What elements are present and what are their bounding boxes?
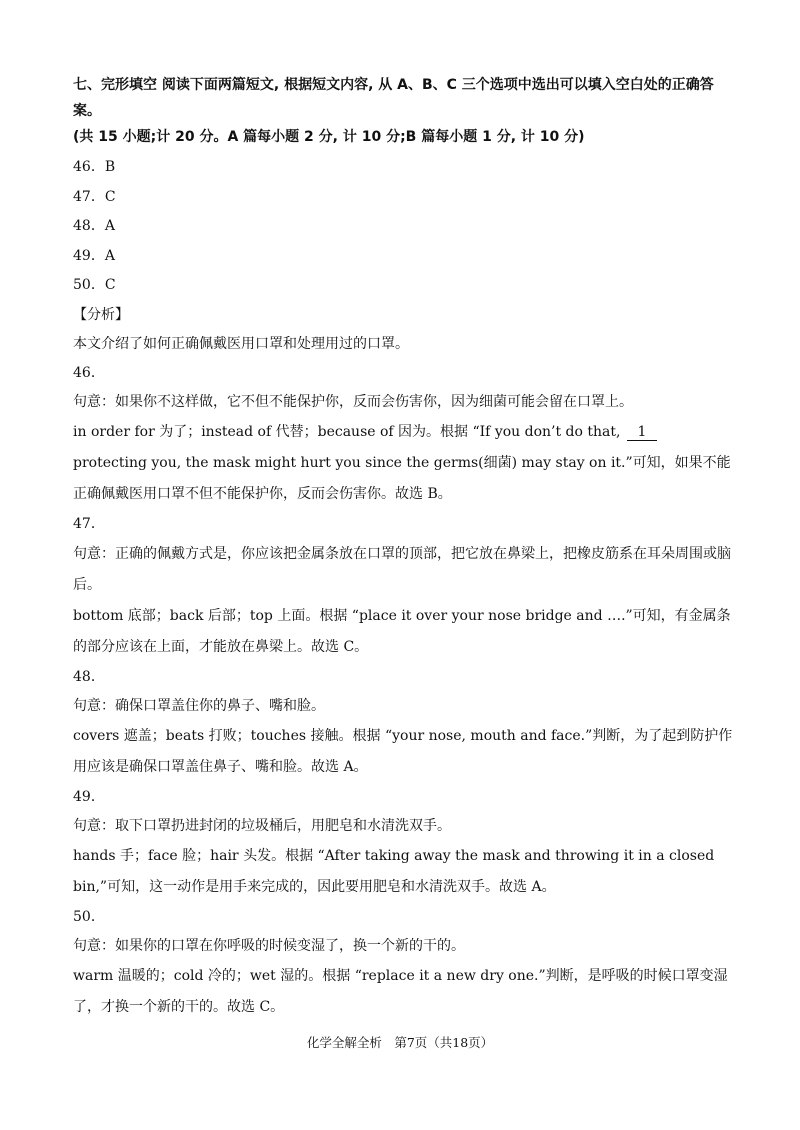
q50-number: 50．	[73, 908, 105, 925]
page-footer: 化学全解全析 第7页（共18页）	[306, 1035, 494, 1050]
answer-46: 46．B	[73, 159, 116, 175]
document-body	[73, 72, 733, 1023]
answer-50: 50．C	[73, 277, 116, 293]
q49-meaning: 句意：取下口罩扔进封闭的垃圾桶后，用肥皂和水清洗双手。	[73, 817, 451, 834]
q46-explanation	[73, 417, 733, 510]
analysis-label: 【分析】	[73, 306, 129, 323]
q46-blank: 1	[627, 424, 657, 441]
answer-48: 48．A	[73, 218, 115, 234]
answer-47: 47．C	[73, 188, 116, 205]
q49-explanation: hands 手；face 脸；hair 头发。根据 “After taking away the mask and throwing it in a closed bin,”可知，这一动作是用手来完成的，因此要用肥皂和水清洗双手。故选 A。	[73, 847, 715, 895]
q46-explain-after: protecting you, the mask might hurt you since the germs(细菌) may stay on it.”可知，如果不能正确佩戴医用口罩不但不能保护你，反而会伤害你。故选 B。	[73, 454, 731, 502]
q47-meaning: 句意：正确的佩戴方式是，你应该把金属条放在口罩的顶部，把它放在鼻梁上，把橡皮筋系在耳朵周围或脑后。	[73, 545, 731, 593]
analysis-summary: 本文介绍了如何正确佩戴医用口罩和处理用过的口罩。	[73, 335, 409, 352]
q46-number: 46．	[73, 364, 105, 381]
q47-explanation: bottom 底部；back 后部；top 上面。根据 “place it over your nose bridge and ….”可知，有金属条的部分应该在上面，才能放在鼻梁上。故选 C。	[73, 607, 731, 655]
q48-number: 48．	[73, 668, 105, 685]
answer-49: 49．A	[73, 247, 115, 264]
q48-explanation: covers 遮盖；beats 打败；touches 接触。根据 “your nose, mouth and face.”判断，为了起到防护作用应该是确保口罩盖住鼻子、嘴和脸。故选 A。	[73, 727, 733, 775]
q49-number: 49．	[73, 788, 105, 805]
q50-explanation: warm 温暖的；cold 冷的；wet 湿的。根据 “replace it a new dry one.”判断，是呼吸的时候口罩变湿了，才换一个新的干的。故选 C。	[73, 967, 728, 1015]
q50-meaning: 句意：如果你的口罩在你呼吸的时候变湿了，换一个新的干的。	[73, 937, 465, 954]
q46-explain-before: in order for 为了；instead of 代替；because of 因为。根据 “If you don’t do that,	[73, 423, 621, 440]
q46-meaning: 句意：如果你不这样做，它不但不能保护你，反而会伤害你，因为细菌可能会留在口罩上。	[73, 393, 633, 410]
q48-meaning: 句意：确保口罩盖住你的鼻子、嘴和脸。	[73, 697, 325, 714]
q47-number: 47．	[73, 515, 105, 532]
section-heading-line1: 七、完形填空 阅读下面两篇短文, 根据短文内容, 从 A、B、C 三个选项中选出可以填入空白处的正确答案。	[73, 77, 714, 119]
section-heading-line2: (共 15 小题;计 20 分。A 篇每小题 2 分, 计 10 分;B 篇每小题 1 分, 计 10 分)	[73, 129, 585, 145]
